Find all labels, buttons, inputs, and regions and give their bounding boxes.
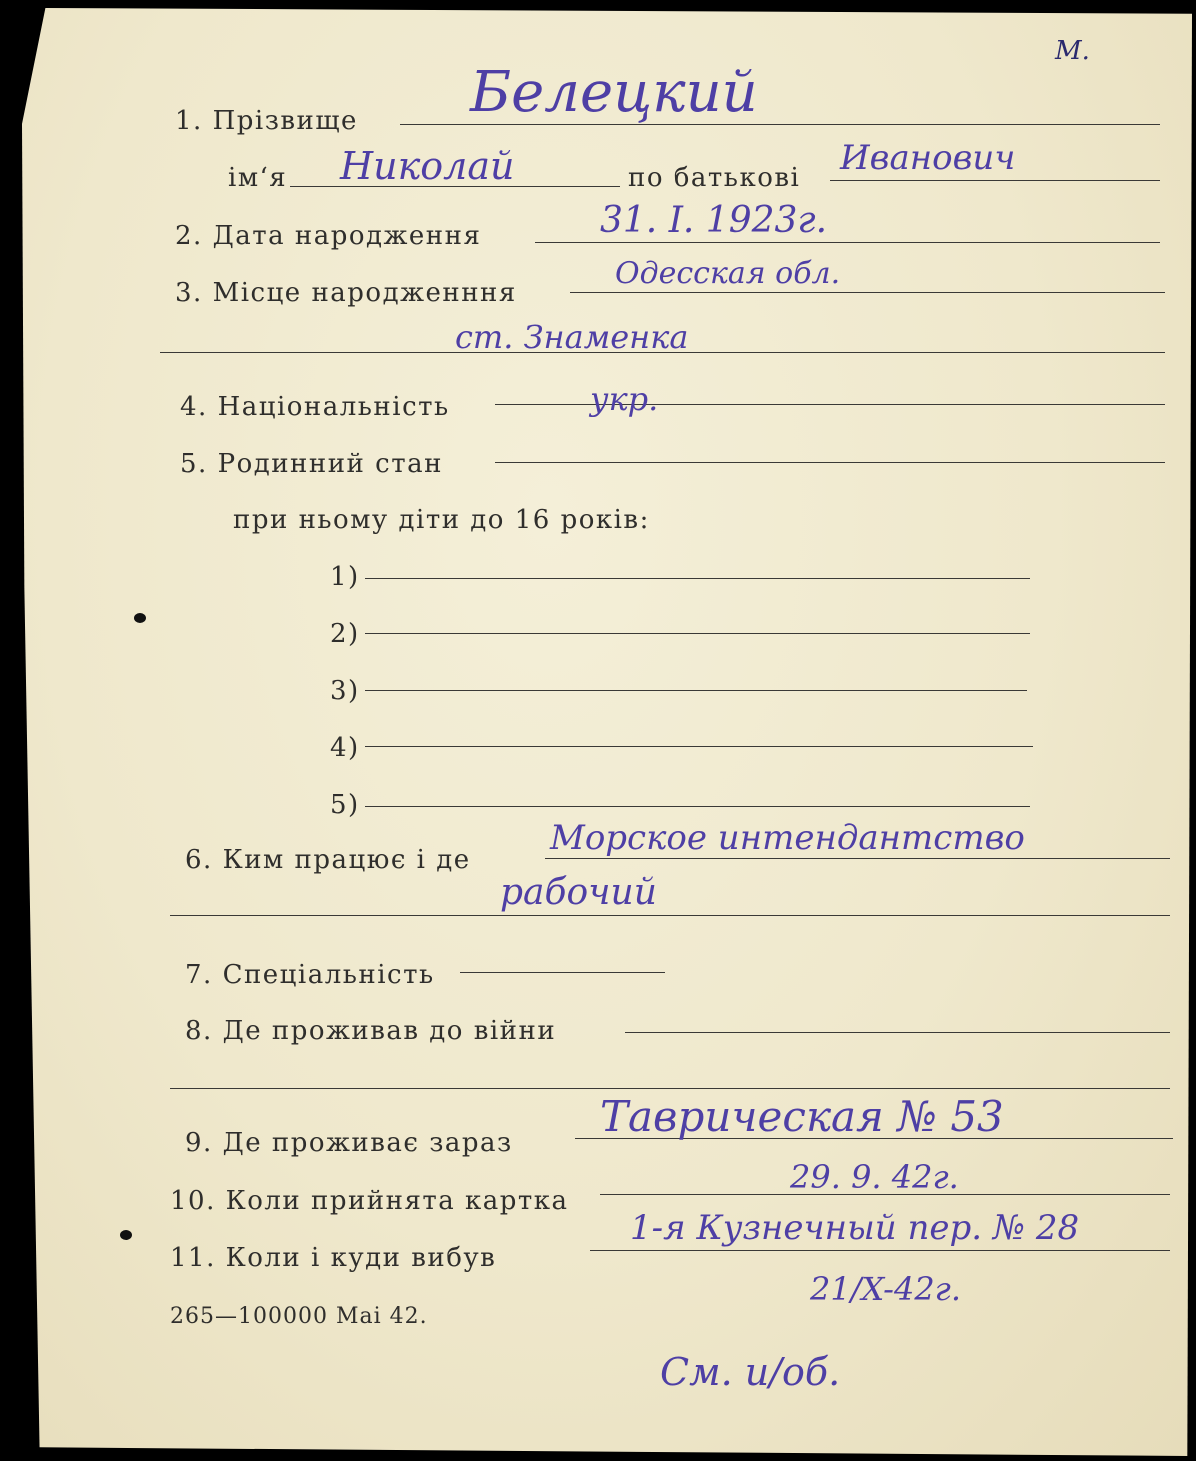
occupation-line-2: [170, 915, 1170, 916]
card-accepted-label: 10. Коли прийнята картка: [170, 1186, 569, 1216]
patronymic-value: Иванович: [840, 138, 1016, 178]
print-code: 265—100000 Маі 42.: [170, 1304, 428, 1329]
children-label: при ньому діти до 16 років:: [233, 505, 650, 535]
specialty-label: 7. Спеціальність: [185, 960, 435, 990]
patronymic-label: по батькові: [628, 163, 801, 193]
card-accepted-value: 29. 9. 42г.: [790, 1158, 959, 1196]
departure-value-2: 21/X-42г.: [810, 1270, 962, 1308]
family-status-label: 5. Родинний стан: [180, 449, 443, 479]
current-residence-value: Таврическая № 53: [600, 1092, 1004, 1141]
punch-hole: [134, 613, 146, 623]
first-name-value: Николай: [340, 144, 515, 188]
child-2-line: [365, 633, 1030, 634]
birth-place-label: 3. Місце народженння: [175, 278, 517, 308]
nationality-label: 4. Національність: [180, 392, 450, 422]
child-1-line: [365, 578, 1030, 579]
child-4-line: [365, 746, 1033, 747]
family-status-line: [495, 462, 1165, 463]
departure-line: [590, 1250, 1170, 1251]
patronymic-line: [830, 180, 1160, 181]
child-2-label: 2): [330, 619, 360, 649]
bottom-note: См. и/об.: [660, 1350, 841, 1394]
departure-label: 11. Коли і куди вибув: [170, 1243, 497, 1273]
first-name-label: ім‘я: [228, 163, 288, 193]
child-3-label: 3): [330, 676, 360, 706]
nationality-value: укр.: [590, 380, 659, 418]
birth-date-label: 2. Дата народження: [175, 221, 482, 251]
occupation-line-1: [545, 858, 1170, 859]
child-5-line: [365, 806, 1030, 807]
surname-value: Белецкий: [470, 60, 758, 125]
birth-date-value: 31. I. 1923г.: [600, 200, 828, 241]
departure-value-1: 1-я Кузнечный пер. № 28: [630, 1208, 1080, 1248]
birth-place-value-2: ст. Знаменка: [455, 318, 689, 356]
prewar-residence-label: 8. Де проживав до війни: [185, 1016, 557, 1046]
birth-place-value-1: Одесская обл.: [615, 256, 841, 291]
surname-label: 1. Прізвище: [175, 106, 358, 136]
occupation-value-2: рабочий: [500, 872, 657, 913]
prewar-residence-line-1: [625, 1032, 1170, 1033]
child-5-label: 5): [330, 790, 360, 820]
birth-place-line-1: [570, 292, 1165, 293]
specialty-line: [460, 972, 665, 973]
punch-hole: [120, 1230, 132, 1240]
child-1-label: 1): [330, 562, 360, 592]
child-3-line: [365, 690, 1027, 691]
child-4-label: 4): [330, 733, 360, 763]
prewar-residence-line-2: [170, 1088, 1170, 1089]
current-residence-label: 9. Де проживає зараз: [185, 1128, 513, 1158]
birth-date-line: [535, 242, 1160, 243]
corner-mark: М.: [1055, 36, 1090, 66]
occupation-value-1: Морское интендантство: [550, 818, 1025, 858]
occupation-label: 6. Ким працює і де: [185, 845, 471, 875]
